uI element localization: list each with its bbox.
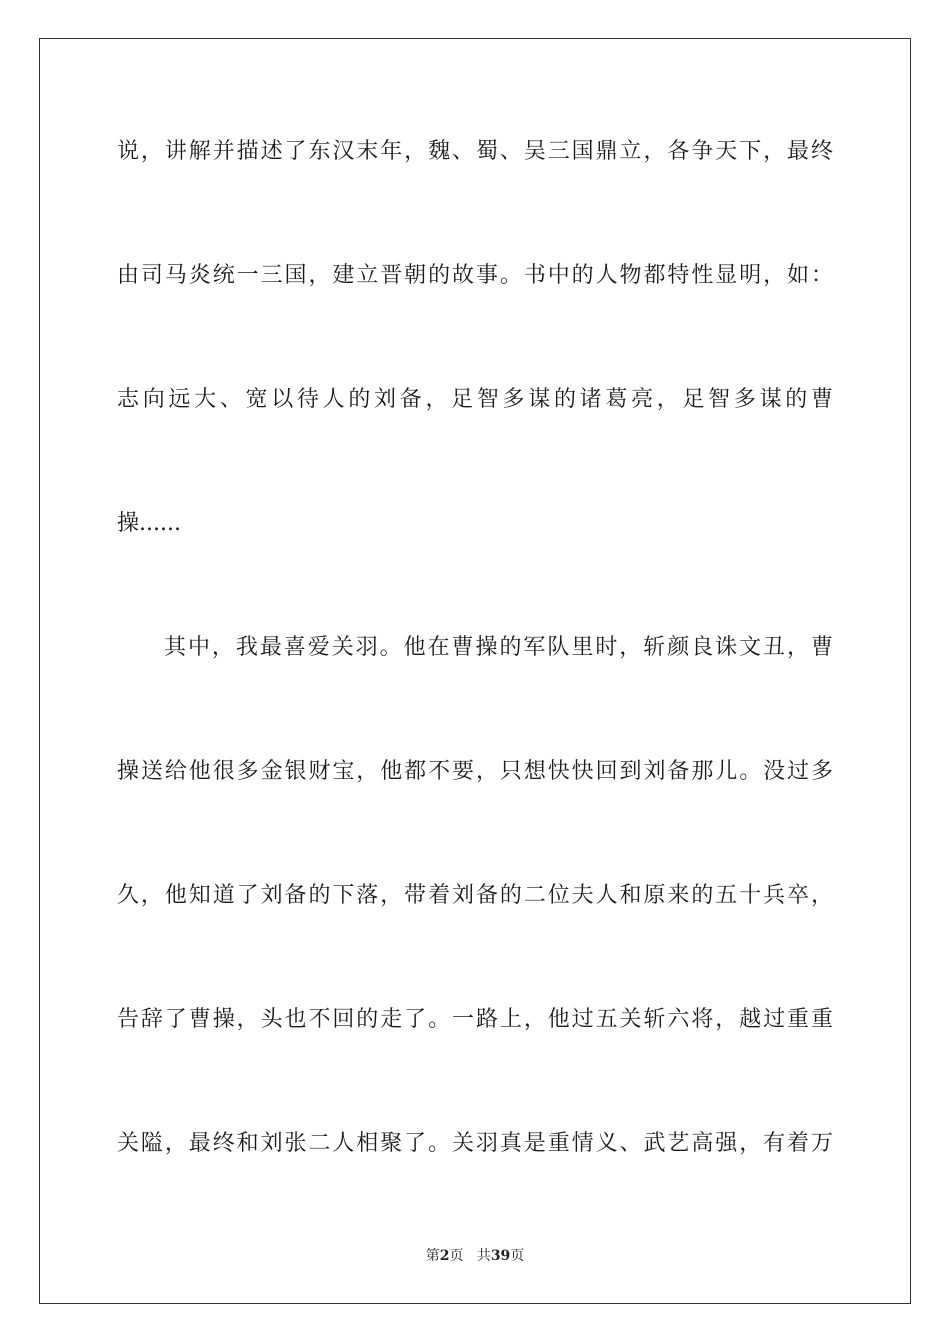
paragraph-line-3: 志向远大、宽以待人的刘备，足智多谋的诸葛亮，足智多谋的曹 [117, 387, 833, 412]
paragraph-line-1: 说，讲解并描述了东汉末年，魏、蜀、吴三国鼎立，各争天下，最终 [117, 139, 833, 164]
paragraph-line-8: 告辞了曹操，头也不回的走了。一路上，他过五关斩六将，越过重重 [117, 1007, 833, 1032]
total-prefix: 共 [476, 1248, 491, 1264]
paragraph-line-9: 关隘，最终和刘张二人相聚了。关羽真是重情义、武艺高强，有着万 [117, 1131, 833, 1156]
page-number: 2 [439, 1248, 450, 1264]
page-suffix: 页 [449, 1248, 464, 1264]
paragraph-line-2: 由司马炎统一三国，建立晋朝的故事。书中的人物都特性显明，如： [117, 263, 833, 288]
paragraph-line-4: 操...... [117, 511, 181, 536]
page-prefix: 第 [425, 1248, 440, 1264]
paragraph-line-6: 操送给他很多金银财宝，他都不要，只想快快回到刘备那儿。没过多 [117, 759, 833, 784]
paragraph-line-5: 其中，我最喜爱关羽。他在曹操的军队里时，斩颜良诛文丑，曹 [164, 635, 833, 660]
page-border [39, 38, 911, 1304]
paragraph-line-7: 久，他知道了刘备的下落，带着刘备的二位夫人和原来的五十兵卒， [117, 883, 833, 908]
total-pages: 39 [490, 1248, 511, 1264]
total-suffix: 页 [510, 1248, 525, 1264]
page-footer [0, 1247, 950, 1265]
